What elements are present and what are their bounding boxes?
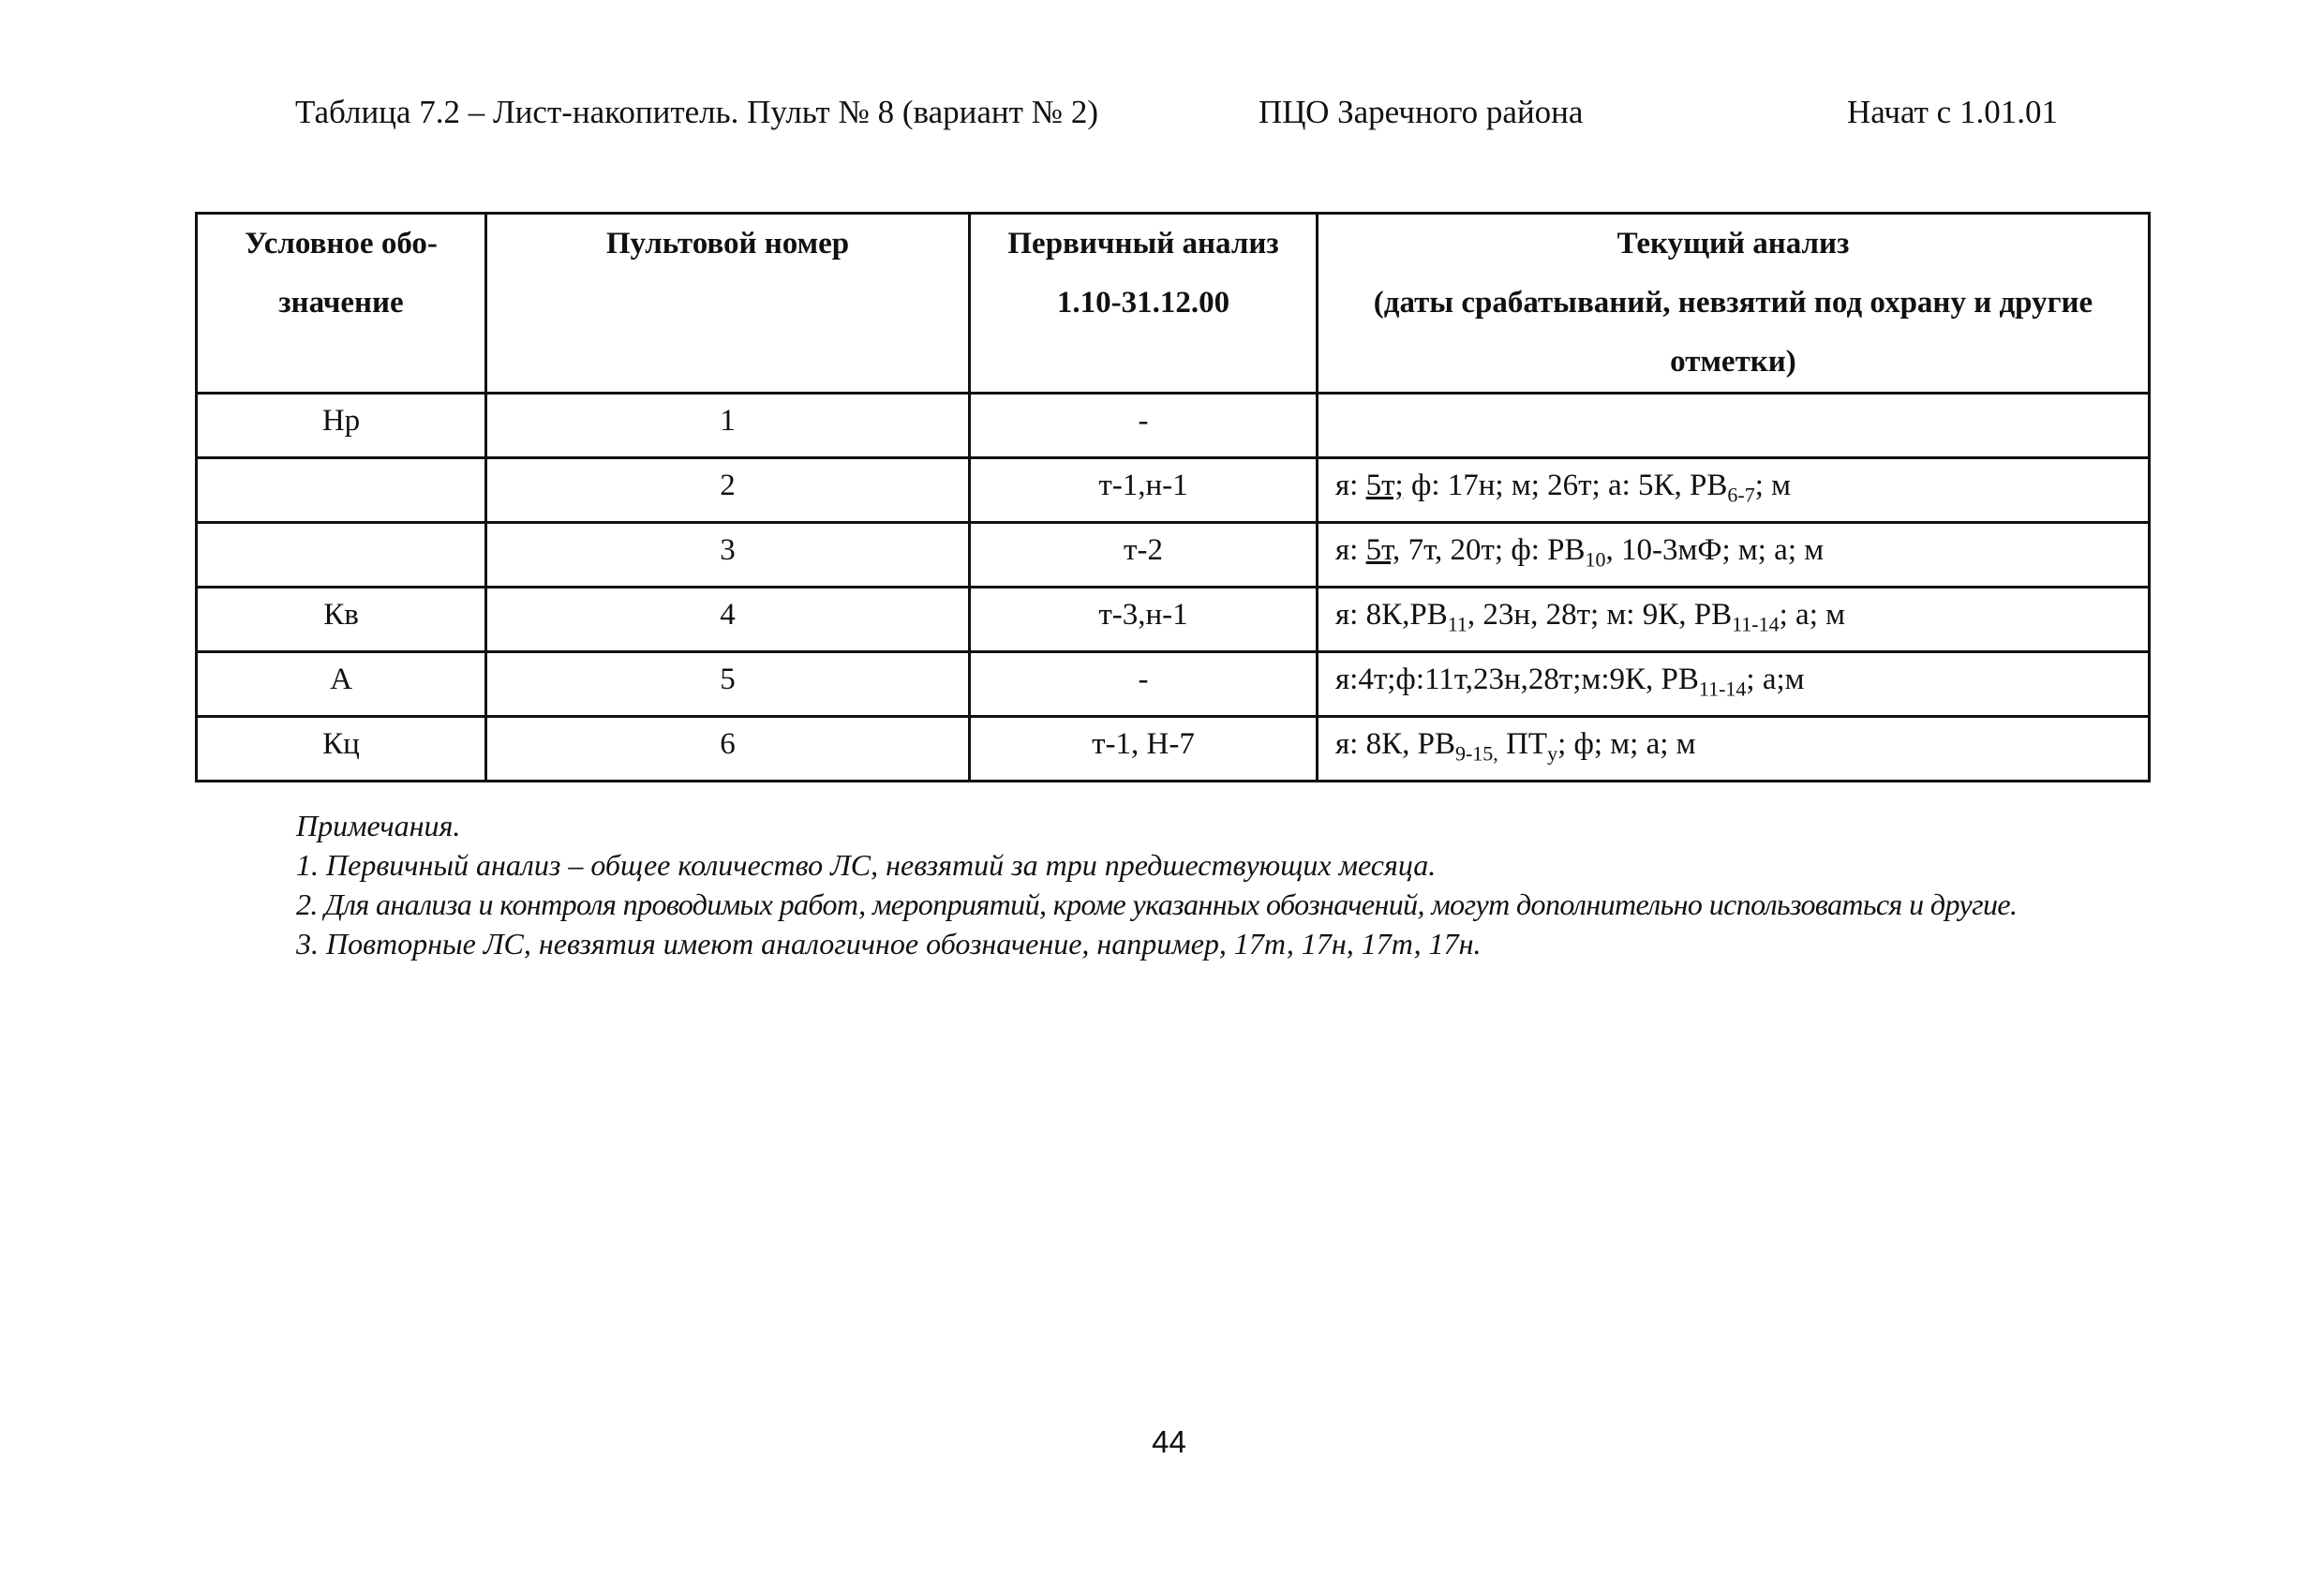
text-segment: 5т; [1365, 469, 1404, 502]
header-current-analysis [1318, 214, 2150, 394]
cell-primary-analysis: - [970, 652, 1318, 717]
note-item: 1. Первичный анализ – общее количество ЛС, невзятий за три предшествующих месяца. [296, 848, 1437, 882]
cell-current-analysis [1318, 717, 2150, 782]
text-segment: ПТ [1497, 727, 1548, 761]
subscript-text: 6-7 [1727, 483, 1755, 507]
table-row [197, 458, 2150, 523]
cell-console-number: 6 [486, 717, 970, 782]
text-segment: я: 8К, РВ [1335, 727, 1455, 761]
cell-designation: Кв [197, 588, 486, 652]
text-segment: , 10-3мФ; м; а; м [1605, 533, 1825, 567]
cell-console-number: 4 [486, 588, 970, 652]
table-header-row [197, 214, 2150, 394]
cell-primary-analysis: т-1, Н-7 [970, 717, 1318, 782]
text-segment: 7т, 20т; ф: РВ [1400, 533, 1586, 567]
cell-designation: А [197, 652, 486, 717]
text-segment: я: 8К,РВ [1335, 598, 1448, 632]
cell-primary-analysis: т-3,н-1 [970, 588, 1318, 652]
page-number: 44 [1152, 1424, 1186, 1459]
notes-heading: Примечания. [296, 809, 461, 842]
header-primary-analysis [970, 214, 1318, 394]
header-current-sub: (даты срабатываний, невзятий под охрану и другие отметки) [1373, 286, 2093, 379]
caption-title: Таблица 7.2 – Лист-накопитель. Пульт № 8 (вариант № 2) [295, 94, 1098, 130]
cell-current-analysis [1318, 394, 2150, 458]
cell-console-number: 5 [486, 652, 970, 717]
table-row [197, 717, 2150, 782]
text-segment: я: [1335, 533, 1366, 567]
header-current-title: Текущий анализ [1616, 227, 1850, 261]
text-segment: ; а;м [1746, 663, 1805, 696]
subscript-text: 9-15, [1454, 741, 1498, 766]
text-segment: я: [1335, 469, 1366, 502]
text-segment: ; а; м [1779, 598, 1845, 632]
cell-primary-analysis: т-1,н-1 [970, 458, 1318, 523]
subscript-text: 11-14 [1732, 612, 1780, 636]
note-item: 2. Для анализа и контроля проводимых работ, мероприятий, кроме указанных обозначений, могут дополнительно использоваться и другие. [296, 887, 2018, 921]
note-item: 3. Повторные ЛС, невзятия имеют аналогичное обозначение, например, 17т, 17н, 17т, 17н. [296, 927, 1482, 961]
cell-designation: Нр [197, 394, 486, 458]
caption-start-date: Начат с 1.01.01 [1847, 94, 2058, 130]
cell-current-analysis [1318, 458, 2150, 523]
cell-primary-analysis: - [970, 394, 1318, 458]
table-row [197, 588, 2150, 652]
accumulator-table [195, 212, 2151, 782]
cell-designation [197, 523, 486, 588]
header-primary-title: Первичный анализ [1007, 227, 1279, 261]
subscript-text: 11 [1447, 612, 1467, 636]
cell-current-analysis [1318, 523, 2150, 588]
text-segment: ; м [1754, 469, 1792, 502]
cell-designation [197, 458, 486, 523]
text-segment: я:4т;ф:11т,23н,28т;м:9К, РВ [1335, 663, 1699, 696]
table-caption [295, 89, 2076, 136]
table-row [197, 523, 2150, 588]
subscript-text: у [1547, 741, 1558, 766]
table-row [197, 652, 2150, 717]
cell-primary-analysis: т-2 [970, 523, 1318, 588]
cell-current-analysis [1318, 652, 2150, 717]
cell-console-number: 3 [486, 523, 970, 588]
header-designation: Условное обо-значение [197, 214, 486, 394]
text-segment: ф: 17н; м; 26т; а: 5К, РВ [1403, 469, 1728, 502]
text-segment: , 23н, 28т; м: 9К, РВ [1467, 598, 1733, 632]
subscript-text: 10 [1585, 547, 1606, 572]
header-primary-period: 1.10-31.12.00 [1056, 286, 1230, 320]
text-segment: ; ф; м; а; м [1557, 727, 1696, 761]
cell-designation: Кц [197, 717, 486, 782]
cell-console-number: 2 [486, 458, 970, 523]
subscript-text: 11-14 [1698, 677, 1747, 701]
table-row [197, 394, 2150, 458]
notes-block [296, 806, 2152, 963]
cell-console-number: 1 [486, 394, 970, 458]
caption-organization: ПЦО Заречного района [1259, 94, 1584, 130]
cell-current-analysis [1318, 588, 2150, 652]
text-segment: 5т, [1365, 533, 1401, 567]
header-console-number: Пультовой номер [486, 214, 970, 394]
